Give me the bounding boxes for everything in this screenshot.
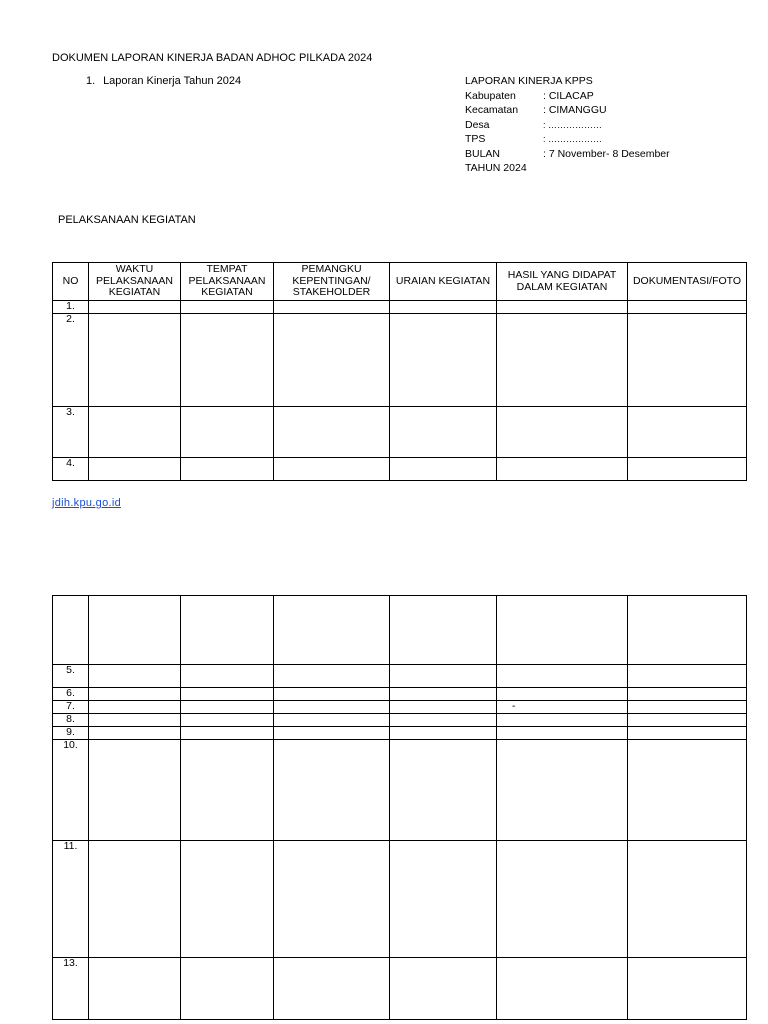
row-number: 3.	[53, 407, 89, 458]
table-row	[53, 841, 747, 958]
row-number: 6.	[53, 688, 89, 701]
header-no: NO	[53, 263, 89, 301]
table-row	[53, 701, 747, 714]
row-number: 8.	[53, 714, 89, 727]
header-hasil: HASIL YANG DIDAPAT DALAM KEGIATAN	[497, 263, 628, 301]
info-value: : 7 November- 8 Desember	[543, 147, 670, 160]
row-number: 4.	[53, 458, 89, 481]
list-item-number: 1.	[86, 75, 96, 87]
report-info-heading: LAPORAN KINERJA KPPS	[465, 75, 593, 87]
row-number: 5.	[53, 665, 89, 688]
activity-table-page2	[52, 595, 747, 1020]
table-row	[53, 688, 747, 701]
report-info-block	[465, 74, 670, 176]
info-row-bulan	[465, 147, 670, 162]
info-label: Desa	[465, 118, 490, 131]
row-number: 1.	[53, 301, 89, 314]
table-row	[53, 727, 747, 740]
info-row-tps	[465, 132, 670, 147]
info-label: Kecamatan	[465, 104, 519, 116]
document-title: DOKUMEN LAPORAN KINERJA BADAN ADHOC PILKADA 2024	[52, 52, 373, 64]
table-row	[53, 407, 747, 458]
row-number: 7.	[53, 701, 89, 714]
info-value: : ………………	[543, 134, 603, 144]
row-number	[53, 596, 89, 665]
info-label: BULAN	[465, 147, 501, 160]
section-title: PELAKSANAAN KEGIATAN	[58, 214, 196, 226]
info-row-kecamatan	[465, 103, 670, 118]
activity-table-page1	[52, 262, 747, 481]
header-tempat: TEMPAT PELAKSANAAN KEGIATAN	[181, 263, 274, 301]
row-number: 2.	[53, 314, 89, 407]
row-number: 9.	[53, 727, 89, 740]
table-row	[53, 958, 747, 1020]
info-label: Kabupaten	[465, 89, 516, 102]
footer-link[interactable]: jdih.kpu.go.id	[52, 497, 122, 509]
info-row-desa	[465, 118, 670, 133]
info-value: : CIMANGGU	[543, 104, 607, 116]
header-uraian: URAIAN KEGIATAN	[390, 263, 497, 301]
list-item-text: Laporan Kinerja Tahun 2024	[103, 75, 242, 87]
info-row-kabupaten	[465, 89, 670, 104]
header-dokumentasi: DOKUMENTASI/FOTO	[628, 263, 747, 301]
table-row	[53, 314, 747, 407]
table-row	[53, 665, 747, 688]
table-row	[53, 714, 747, 727]
row-number: 11.	[53, 841, 89, 958]
report-list-item	[86, 75, 241, 88]
table-row	[53, 596, 747, 665]
table-header-row	[53, 263, 747, 301]
row-number: 13.	[53, 958, 89, 1020]
header-pemangku: PEMANGKU KEPENTINGAN/ STAKEHOLDER	[274, 263, 390, 301]
table-row	[53, 740, 747, 841]
hasil-cell-dash: -	[497, 701, 628, 714]
row-number: 10.	[53, 740, 89, 841]
table-row	[53, 301, 747, 314]
header-waktu: WAKTU PELAKSANAAN KEGIATAN	[89, 263, 181, 301]
info-label: TPS	[465, 133, 486, 145]
report-info-year: TAHUN 2024	[465, 162, 527, 174]
table-row	[53, 458, 747, 481]
info-value: : CILACAP	[543, 89, 594, 102]
info-value: : ………………	[543, 119, 603, 130]
